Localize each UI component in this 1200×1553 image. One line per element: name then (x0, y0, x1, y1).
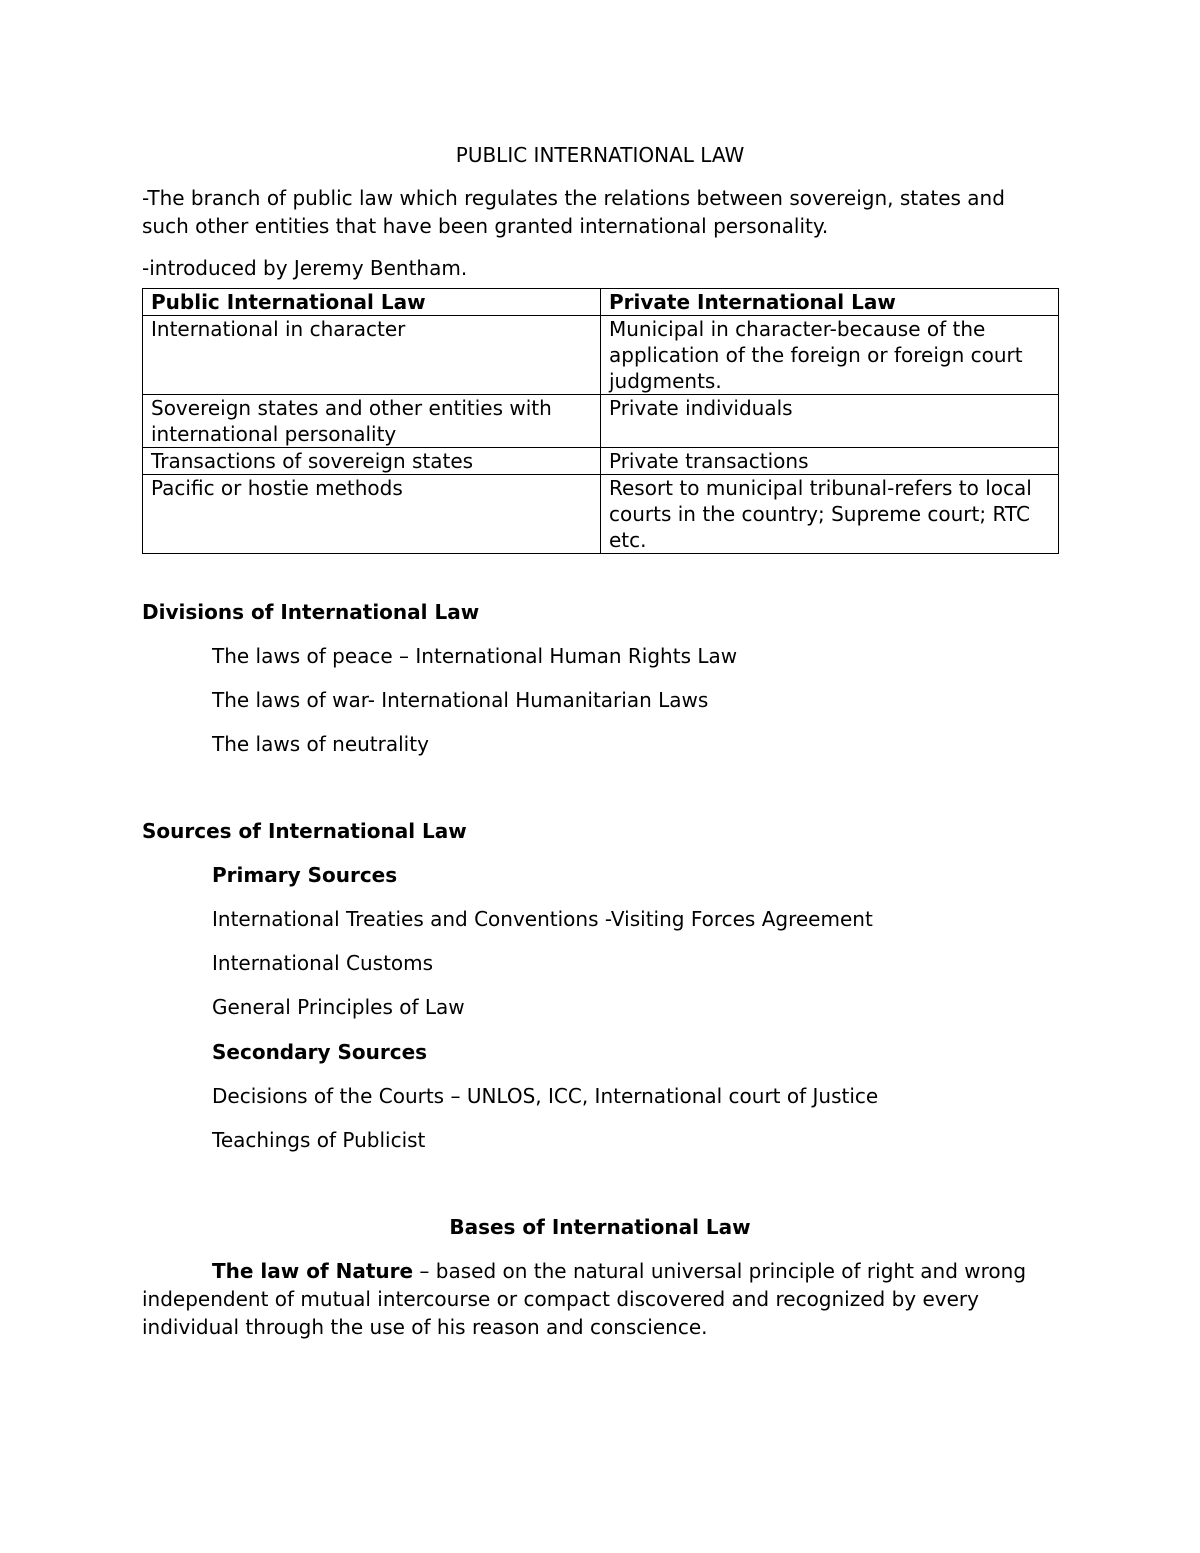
list-item: The laws of peace – International Human Rights Law (212, 644, 738, 668)
sources-list (142, 861, 1058, 1154)
law-of-nature-paragraph (142, 1257, 1058, 1341)
document-content (142, 143, 1058, 1341)
table-cell-public: Transactions of sovereign states (143, 448, 601, 475)
list-item: International Treaties and Conventions -Visiting Forces Agreement (212, 907, 873, 931)
table-row (143, 448, 1059, 475)
table-cell-public: International in character (143, 316, 601, 395)
law-of-nature-term: The law of Nature (212, 1259, 414, 1283)
table-cell-public: Pacific or hostie methods (143, 475, 601, 554)
definition-paragraph: -The branch of public law which regulates the relations between sovereign, states and such other entities that have been granted international personality. (142, 186, 1005, 238)
table-header-private: Private International Law (601, 289, 1059, 316)
sources-heading: Sources of International Law (142, 819, 467, 843)
secondary-sources-heading: Secondary Sources (212, 1040, 428, 1064)
table-cell-private: Municipal in character-because of the application of the foreign or foreign court judgments. (601, 316, 1059, 395)
list-item: Decisions of the Courts – UNLOS, ICC, International court of Justice (212, 1084, 879, 1108)
list-item: General Principles of Law (212, 995, 465, 1019)
bases-heading: Bases of International Law (449, 1215, 751, 1239)
primary-sources-heading: Primary Sources (212, 863, 398, 887)
table-row (143, 316, 1059, 395)
list-item: The laws of neutrality (212, 732, 429, 756)
list-item: International Customs (212, 951, 434, 975)
table-cell-private: Private transactions (601, 448, 1059, 475)
list-item: Teachings of Publicist (212, 1128, 426, 1152)
document-title: PUBLIC INTERNATIONAL LAW (455, 143, 745, 167)
comparison-table (142, 288, 1059, 554)
law-of-nature-text: – based on the natural universal principle of right and wrong independent of mutual intercourse or compact discovered and recognized by every individual through the use of his reason and conscience. (142, 1259, 1027, 1339)
table-header-public: Public International Law (143, 289, 601, 316)
divisions-heading: Divisions of International Law (142, 600, 480, 624)
divisions-list (142, 642, 1058, 758)
table-row (143, 475, 1059, 554)
table-row (143, 395, 1059, 448)
list-item: The laws of war- International Humanitarian Laws (212, 688, 709, 712)
table-cell-public: Sovereign states and other entities with international personality (143, 395, 601, 448)
table-cell-private: Private individuals (601, 395, 1059, 448)
table-cell-private: Resort to municipal tribunal-refers to local courts in the country; Supreme court; RTC etc. (601, 475, 1059, 554)
table-header-row (143, 289, 1059, 316)
introduced-by-paragraph: -introduced by Jeremy Bentham. (142, 256, 468, 280)
